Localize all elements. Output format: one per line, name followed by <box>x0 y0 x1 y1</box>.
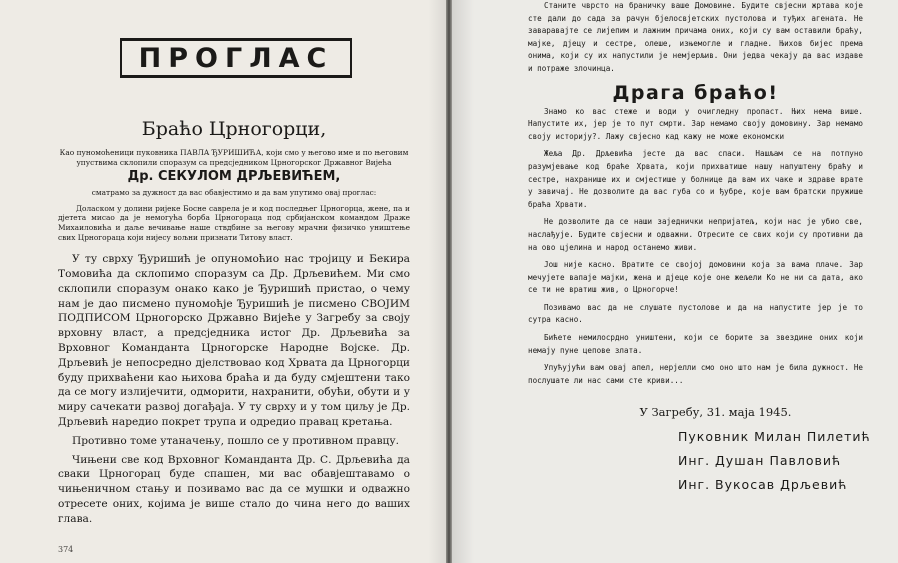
page-number: 374 <box>58 545 74 554</box>
right-page-content <box>528 0 871 497</box>
paragraph-final-appeal: Упућујући вам овај апел, нерјелли смо оно што нам је била дужност. Не послушате ли нас сами сте криви... <box>528 363 863 385</box>
paragraph-wish: Жеља Др. Дрљевића јесте да вас спаси. Нашљам се на потпуно разумјевање код браће Хрвата, који прихватише нашу напуштену браћу и сестре, нахранише их и смјестише у болнице да вам их чаке и здраве врате у завичај. Не дозволите да вас губа со и ђубре, које вам братски пружише браћа Хрвати. <box>528 149 863 209</box>
greeting-heading: Браћо Црногорци, <box>141 118 327 140</box>
left-page <box>0 0 446 563</box>
paragraph-bosnia: Доласком у долини ријеке Босне саврела је и код последњег Црногорца, жене, па и дјетета мисао да је немогућа борба Црногораца под србијанском командом Драже Михаиловића и даље вечивање наше ствдбине за његову мрачни физичко уништење свих Црногораца који нијесу вољни признати Титову власт. <box>58 203 410 242</box>
paragraph-not-late: Још није касно. Вратите се својој домовини која за вама плаче. Зар мечујете вапаје мајки, жена и дјеце које оне жељели Ко не ни са дата, ако се ти не вратиш жив, о Црногорче! <box>528 260 863 295</box>
paragraph-agreement: У ту сврху Ђуришић је опуномоћио нас тројицу и Бекира Томовића да склопимо споразум са Др. Дрљевићем. Ми смо склопили споразум онако како је Ђуришић пристао, о чему нам је дао писмено пуномоћје Ђуришић је писмено СВОЈИМ ПОДПИСОМ Црногорско Државно Вијеће у Загребу за своју врховну власт, а предсједника истог Др. Дрљевића за Врховног Команданта Црногорске Народне Војске. Др. Дрљевић је непосредно дјелствовао код Хрвата да Црногорци буду прихваћени као њихова браћа и да буду смјештени тако да се могу излијечити, одморити, нахранити, обући, обути и у миру сачекати развој догађаја. У ту сврху и у том циљу је Др. Дрљевић наредио покрет трупа и одредио правац кретања. <box>58 253 410 428</box>
signature-block <box>678 425 871 497</box>
signature-3: Инг. Вукосав Дрљевић <box>678 477 848 493</box>
paragraph-duty: сматрамо за дужност да вас обавјестимо и да вам упутимо овај проглас: <box>91 188 377 198</box>
left-page-content <box>58 38 410 527</box>
name-heading: Др. СЕКУЛОМ ДРЉЕВИЋЕМ, <box>127 169 341 185</box>
paragraph-destroyed: Бићете немилосрдно уништени, који се борите за звездине оних који немају пуне цепове злата. <box>528 333 863 355</box>
paragraph-intro: Као пуномоћеници пуковника ПАВЛА ЂУРИШИЋА, који смо у његово име и по његовим упуствима склопили споразум са предсједником Црногорског Државног Вијећа <box>59 148 409 167</box>
paragraph-who-leads: Знамо ко вас стеже и води у очигледну пропаст. Њих нема више. Напустите их, јер је то пут смрти. Зар немамо своју домовину. Зар немамо своју историју?. Лажу свјесно кад кажу не може економски <box>528 106 863 141</box>
right-page <box>452 0 898 563</box>
title-banner <box>120 38 352 78</box>
proclamation-title: ПРОГЛАС <box>138 42 334 74</box>
paragraph-appeal: Чињени све код Врховног Команданта Др. С. Дрљевића да сваки Црногорац буде спашен, ми вас обавјештавамо о чињеничном стању и позивамо вас да се мушки и одважно отресете оних, којима је више стало до чина него до ваших глава. <box>58 453 410 525</box>
paragraph-enemies: Не дозволите да се наши заједнички непријатељ, који нас је убио све, наслађује. Будите свјесни и одважни. Отресите се свих који су противни да на ово цјелина и народ останемо живи. <box>528 217 863 252</box>
paragraph-do-not-listen: Позивамо вас да не слушате пустолове и да на напустите јер је то сутра касно. <box>528 302 863 325</box>
paragraph-stand-firm: Станите чврсто на браничку ваше Домовине. Будите свјесни жртава које сте дали до сада за рачун бјелосвјетских пустолова и туђих агената. Не заваравајте се лијепим и лажним причама оних, који су вам оставили браћу, мајке, дјецу и сестре, олеше, изњемогле и гладне. Њихов бијес према онима, који су их напустили је немјерљив. Они једва чекају да вас издаве и потраже злочинца. <box>528 1 863 73</box>
date-line: У Загребу, 31. маја 1945. <box>639 405 792 420</box>
paragraph-contrary: Противно томе утаначењу, пошло се у противном правцу. <box>72 434 399 447</box>
signature-1: Пуковник Милан Пилетић <box>678 429 871 445</box>
signature-2: Инг. Душан Павловић <box>678 453 842 469</box>
greeting-heading-2: Драга браћо! <box>612 81 779 104</box>
